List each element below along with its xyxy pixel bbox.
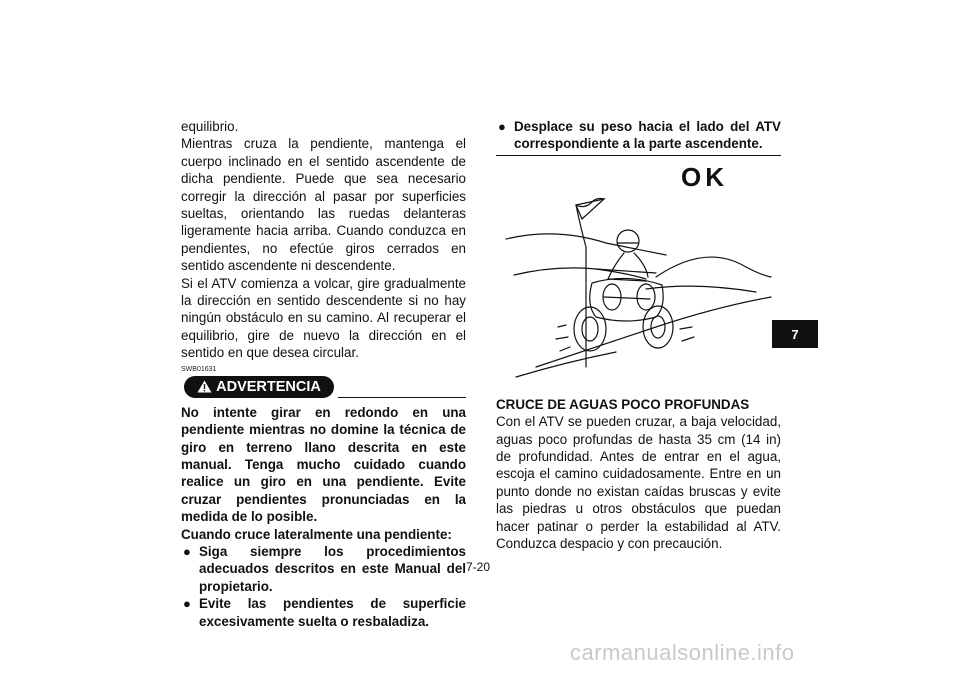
warning-bullet-1: [181, 543, 466, 595]
weight-shift-bullet-text: Desplace su peso hacia el lado del ATV correspondiente a la parte ascendente.: [514, 119, 781, 152]
warning-bullet-2-text: Evite las pendientes de superficie excesivamente suelta o resbaladiza.: [199, 596, 466, 629]
warning-text: No intente girar en redondo en una pendiente mientras no domine la técnica de giro en terreno llano descrita en este manual. Tenga mucho cuidado cuando realice un giro en una pendiente. Evite cruzar pendientes pronunciadas en la medida de lo posible.: [181, 404, 466, 525]
warning-badge: [184, 376, 334, 398]
warning-triangle-icon: [197, 380, 212, 393]
atv-rider-drawing: [496, 157, 781, 392]
page-number: 7-20: [466, 560, 491, 574]
right-column: [496, 118, 781, 552]
chapter-tab: 7: [772, 320, 818, 348]
shallow-water-paragraph: Con el ATV se pueden cruzar, a baja velocidad, aguas poco profundas de hasta 35 cm (14 in) de profundidad. Antes de entrar en el agua, escoja el camino cuidadosamente. Entre en un punto donde no existan caídas bruscas y evite las piedras u otros obstáculos que puedan hacer patinar o perder la estabilidad al ATV. Conduzca despacio y con precaución.: [496, 414, 781, 552]
warning-label: ADVERTENCIA: [216, 378, 321, 395]
warning-header: [181, 376, 466, 400]
left-column: [181, 118, 466, 630]
paragraph-cross-slope: Mientras cruza la pendiente, mantenga el cuerpo inclinado en el sentido ascendente de dicha pendiente. Puede que sea necesario corregir la dirección al pasar por superficies sueltas, orientando las ruedas delanteras ligeramente hacia arriba. Cuando conduzca en pendientes, no efectúe giros cerrados en sentido ascendente ni descendente.: [181, 136, 466, 274]
reference-code: SWB01631: [181, 365, 217, 373]
section-heading: CRUCE DE AGUAS POCO PROFUNDAS: [496, 396, 750, 412]
weight-shift-bullet: [496, 118, 781, 153]
paragraph-tip-over: Si el ATV comienza a volcar, gire gradualmente la dirección en sentido descendente si no hay ningún obstáculo en su camino. Al recuperar el equilibrio, gire de nuevo la dirección en el sentido en que desea circular.: [181, 275, 466, 361]
bullet-icon: ●: [183, 543, 191, 559]
bullet-rule: [496, 155, 781, 156]
atv-slope-illustration: [496, 157, 781, 392]
warning-bullet-2: [181, 595, 466, 630]
illustration-ok-label: OK: [681, 161, 728, 192]
warning-intro: Cuando cruce lateralmente una pendiente:: [181, 526, 452, 542]
paragraph-equilibrio: equilibrio.: [181, 119, 239, 134]
bullet-icon: ●: [183, 596, 191, 612]
watermark: carmanualsonline.info: [570, 640, 795, 665]
warning-rule: [338, 397, 466, 398]
bullet-icon: ●: [498, 119, 506, 134]
warning-bullet-1-text: Siga siempre los procedimientos adecuados descritos en este Manual del propietario.: [199, 543, 466, 594]
